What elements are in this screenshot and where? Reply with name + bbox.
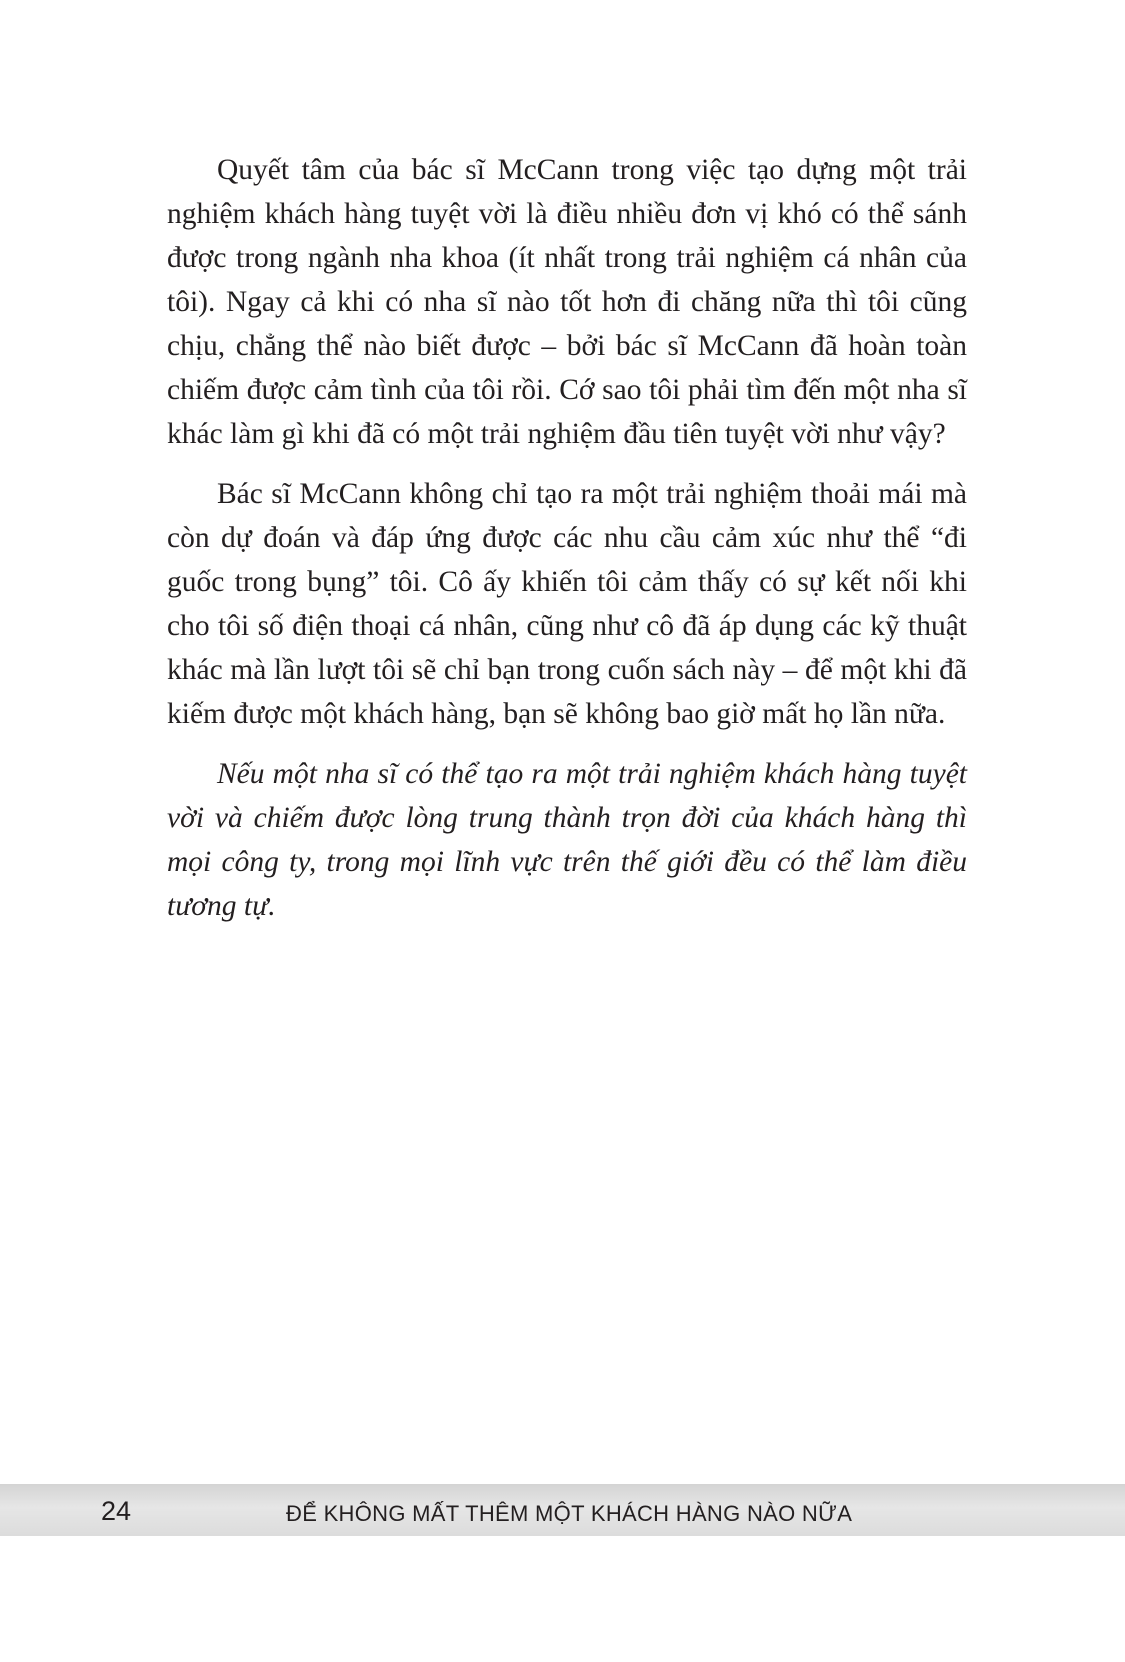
paragraph-3-italic: Nếu một nha sĩ có thể tạo ra một trải nghiệm khách hàng tuyệt vời và chiếm được lòng trung thành trọn đời của khách hàng thì mọi công ty, trong mọi lĩnh vực trên thế giới đều có thể làm điều tương tự. <box>167 758 967 922</box>
paragraph-1: Quyết tâm của bác sĩ McCann trong việc tạo dựng một trải nghiệm khách hàng tuyệt vời là điều nhiều đơn vị khó có thể sánh được trong ngành nha khoa (ít nhất trong trải nghiệm cá nhân của tôi). Ngay cả khi có nha sĩ nào tốt hơn đi chăng nữa thì tôi cũng chịu, chẳng thể nào biết được – bởi bác sĩ McCann đã hoàn toàn chiếm được cảm tình của tôi rồi. Cớ sao tôi phải tìm đến một nha sĩ khác làm gì khi đã có một trải nghiệm đầu tiên tuyệt vời như vậy? <box>167 154 967 450</box>
paragraph-2: Bác sĩ McCann không chỉ tạo ra một trải nghiệm thoải mái mà còn dự đoán và đáp ứng được các nhu cầu cảm xúc như thể “đi guốc trong bụng” tôi. Cô ấy khiến tôi cảm thấy có sự kết nối khi cho tôi số điện thoại cá nhân, cũng như cô đã áp dụng các kỹ thuật khác mà lần lượt tôi sẽ chỉ bạn trong cuốn sách này – để một khi đã kiếm được một khách hàng, bạn sẽ không bao giờ mất họ lần nữa. <box>167 478 967 730</box>
page-number: 24 <box>101 1496 132 1526</box>
body-text <box>167 148 967 944</box>
running-title: ĐỂ KHÔNG MẤT THÊM MỘT KHÁCH HÀNG NÀO NỮA <box>286 1501 853 1526</box>
